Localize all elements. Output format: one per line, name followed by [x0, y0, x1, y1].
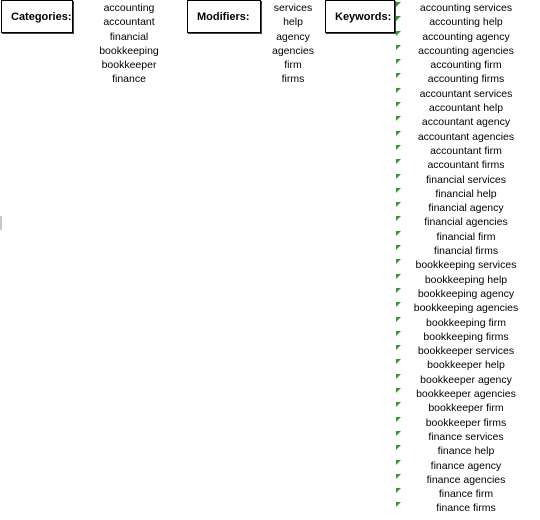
sheet-edge-marker — [0, 216, 2, 230]
keyword-text: finance agencies — [426, 473, 506, 486]
keyword-text: finance help — [437, 445, 495, 458]
keyword-cell[interactable] — [400, 358, 532, 372]
keyword-cell[interactable] — [400, 130, 532, 144]
keyword-text: accounting agencies — [418, 44, 514, 57]
cell-comment-flag-icon — [396, 73, 401, 78]
keyword-cell[interactable] — [400, 258, 532, 272]
keyword-text: accountant agency — [421, 116, 511, 129]
keyword-text: finance services — [428, 430, 504, 443]
keyword-text: financial help — [435, 187, 497, 200]
keyword-text: accountant agencies — [417, 130, 515, 143]
modifiers-column — [262, 1, 324, 87]
keyword-cell[interactable] — [400, 15, 532, 29]
cell-comment-flag-icon — [396, 16, 401, 21]
cell-comment-flag-icon — [396, 231, 401, 236]
keyword-cell[interactable] — [400, 158, 532, 172]
modifier-cell[interactable]: help — [283, 16, 303, 29]
cell-comment-flag-icon — [396, 359, 401, 364]
modifiers-header-label: Modifiers: — [197, 10, 250, 23]
keyword-text: financial firm — [436, 230, 496, 243]
modifiers-header-cell[interactable] — [187, 0, 261, 33]
cell-comment-flag-icon — [396, 402, 401, 407]
keyword-cell[interactable] — [400, 316, 532, 330]
cell-comment-flag-icon — [396, 102, 401, 107]
cell-comment-flag-icon — [396, 131, 401, 136]
cell-comment-flag-icon — [396, 288, 401, 293]
keyword-cell[interactable] — [400, 44, 532, 58]
keyword-text: finance firms — [436, 502, 496, 515]
keyword-cell[interactable] — [400, 244, 532, 258]
modifier-cell[interactable]: firms — [281, 73, 305, 86]
cell-comment-flag-icon — [396, 345, 401, 350]
modifier-cell[interactable]: agency — [276, 30, 310, 43]
cell-comment-flag-icon — [396, 202, 401, 207]
modifier-cell[interactable]: services — [273, 2, 313, 14]
keyword-cell[interactable] — [400, 72, 532, 86]
cell-comment-flag-icon — [396, 2, 401, 7]
cell-comment-flag-icon — [396, 259, 401, 264]
keyword-cell[interactable] — [400, 501, 532, 515]
keyword-text: bookkeeping firm — [426, 316, 506, 329]
keyword-text: bookkeeper agency — [420, 373, 512, 386]
keyword-text: accountant firms — [427, 159, 505, 172]
keywords-header-label: Keywords: — [335, 10, 392, 23]
keyword-text: finance agency — [430, 459, 502, 472]
cell-comment-flag-icon — [396, 245, 401, 250]
cell-comment-flag-icon — [396, 474, 401, 479]
cell-comment-flag-icon — [396, 302, 401, 307]
cell-comment-flag-icon — [396, 388, 401, 393]
category-cell[interactable]: bookkeeper — [101, 59, 157, 72]
cell-comment-flag-icon — [396, 159, 401, 164]
category-cell[interactable]: accounting — [103, 2, 155, 14]
keyword-text: financial agencies — [424, 216, 508, 229]
keyword-text: accounting firms — [427, 73, 505, 86]
keyword-text: bookkeeper firm — [428, 402, 504, 415]
keyword-cell[interactable] — [400, 1, 532, 15]
keyword-cell[interactable] — [400, 273, 532, 287]
categories-header-cell[interactable] — [1, 0, 73, 33]
modifier-cell[interactable]: firm — [284, 59, 302, 72]
keyword-cell[interactable] — [400, 201, 532, 215]
keyword-cell[interactable] — [400, 444, 532, 458]
category-cell[interactable]: financial — [109, 30, 149, 43]
keyword-cell[interactable] — [400, 301, 532, 315]
keyword-text: accountant help — [428, 102, 504, 115]
keywords-column — [400, 1, 532, 516]
cell-comment-flag-icon — [396, 431, 401, 436]
keyword-text: financial services — [426, 173, 506, 186]
cell-comment-flag-icon — [396, 417, 401, 422]
cell-comment-flag-icon — [396, 188, 401, 193]
cell-comment-flag-icon — [396, 502, 401, 507]
cell-comment-flag-icon — [396, 145, 401, 150]
keyword-text: bookkeeper help — [427, 359, 505, 372]
keyword-cell[interactable] — [400, 430, 532, 444]
cell-comment-flag-icon — [396, 460, 401, 465]
keyword-text: bookkeeping help — [424, 273, 508, 286]
cell-comment-flag-icon — [396, 488, 401, 493]
keyword-cell[interactable] — [400, 30, 532, 44]
keyword-cell[interactable] — [400, 58, 532, 72]
keyword-cell[interactable] — [400, 387, 532, 401]
keyword-text: accounting services — [419, 2, 513, 14]
cell-comment-flag-icon — [396, 317, 401, 322]
category-cell[interactable]: bookkeeping — [99, 44, 159, 57]
keyword-text: bookkeeper agencies — [416, 388, 516, 401]
keyword-cell[interactable] — [400, 416, 532, 430]
cell-comment-flag-icon — [396, 274, 401, 279]
keyword-text: accountant firm — [430, 144, 502, 157]
keyword-text: bookkeeper services — [417, 345, 515, 358]
keyword-cell[interactable] — [400, 330, 532, 344]
keyword-cell[interactable] — [400, 487, 532, 501]
categories-column — [80, 1, 178, 87]
keyword-text: finance firm — [438, 488, 494, 501]
cell-comment-flag-icon — [396, 374, 401, 379]
keyword-text: accountant services — [419, 87, 513, 100]
keyword-text: accounting help — [429, 16, 503, 29]
keyword-text: bookkeeping agency — [417, 287, 515, 300]
cell-comment-flag-icon — [396, 174, 401, 179]
category-cell[interactable]: accountant — [103, 16, 155, 29]
category-cell[interactable]: finance — [112, 73, 146, 86]
keyword-text: bookkeeping firms — [423, 330, 509, 343]
cell-comment-flag-icon — [396, 331, 401, 336]
cell-comment-flag-icon — [396, 59, 401, 64]
keyword-text: accounting firm — [430, 59, 502, 72]
cell-comment-flag-icon — [396, 216, 401, 221]
keyword-cell[interactable] — [400, 473, 532, 487]
categories-header-label: Categories: — [11, 10, 72, 23]
keyword-cell[interactable] — [400, 459, 532, 473]
modifier-cell[interactable]: agencies — [271, 44, 315, 57]
keyword-cell[interactable] — [400, 187, 532, 201]
cell-comment-flag-icon — [396, 116, 401, 121]
keyword-cell[interactable] — [400, 115, 532, 129]
keyword-text: accounting agency — [422, 30, 510, 43]
keyword-cell[interactable] — [400, 287, 532, 301]
keyword-cell[interactable] — [400, 87, 532, 101]
cell-comment-flag-icon — [396, 45, 401, 50]
keyword-cell[interactable] — [400, 230, 532, 244]
keyword-cell[interactable] — [400, 173, 532, 187]
keyword-text: financial firms — [433, 245, 499, 258]
keyword-cell[interactable] — [400, 373, 532, 387]
keyword-text: financial agency — [428, 202, 504, 215]
keyword-text: bookkeeping services — [415, 259, 517, 272]
keyword-cell[interactable] — [400, 344, 532, 358]
keyword-cell[interactable] — [400, 401, 532, 415]
cell-comment-flag-icon — [396, 88, 401, 93]
cell-comment-flag-icon — [396, 445, 401, 450]
cell-comment-flag-icon — [396, 31, 401, 36]
keyword-cell[interactable] — [400, 215, 532, 229]
keyword-cell[interactable] — [400, 144, 532, 158]
keywords-header-cell[interactable] — [325, 0, 395, 33]
keyword-text: bookkeeper firms — [425, 416, 507, 429]
keyword-cell[interactable] — [400, 101, 532, 115]
keyword-text: bookkeeping agencies — [413, 302, 519, 315]
